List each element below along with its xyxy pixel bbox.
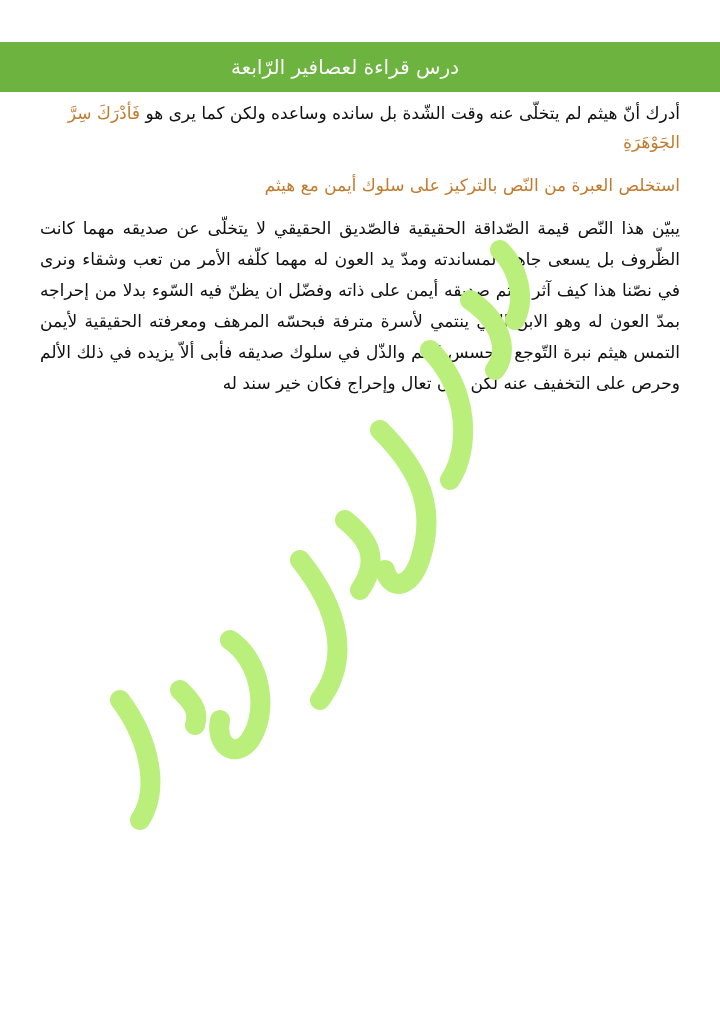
question-heading: استخلص العبرة من النّص بالتركيز على سلوك أيمن مع هيثم: [264, 176, 680, 196]
lesson-title: درس قراءة لعصافير الرّابعة: [230, 55, 460, 79]
lesson-content: [40, 100, 680, 400]
title-bar: [0, 42, 720, 92]
intro-text: أدرك أنّ هيثم لم يتخلّى عنه وقت الشّدة بل سانده وساعده ولكن كما يرى هو: [145, 104, 680, 124]
intro-highlight: فَأدْرَكَ سِرَّ الجَوْهَرَةِ: [67, 104, 680, 153]
intro-paragraph: [40, 100, 680, 158]
answer-paragraph: يبيّن هذا النّص قيمة الصّداقة الحقيقية فالصّديق الحقيقي لا يتخلّى عن صديقه مهما كانت الظّروف بل يسعى جاهدا لمساندته ومدّ يد العون له مهما كلّفه الأمر من تعب وشقاء ونرى في نصّنا هذا كيف آثر هيثم صديقه أيمن على ذاته وفضّل ان يظنّ فيه السّوء بدلا من إحراجه بمدّ العون له وهو الابن الذي ينتمي لأسرة مترفة فبحسّه المرهف ومعرفته الحقيقية لأيمن التمس هيثم نبرة التّوجع وتحسس الألم والذّل في سلوك صديقه فأبى ألاّ يزيده في ذلك الألم وحرص على التخفيف عنه لكن دون تعال وإحراج فكان خير سند له: [40, 219, 680, 394]
